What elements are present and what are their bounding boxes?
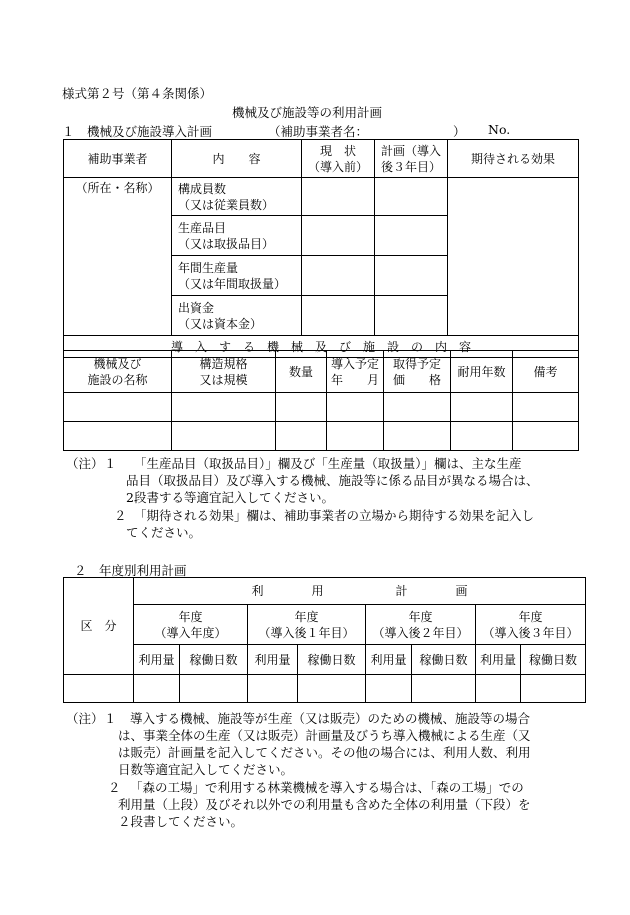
plan-cell[interactable] xyxy=(134,675,180,703)
plan-cell[interactable] xyxy=(366,675,412,703)
eq-header-price: 取得予定 価 格 xyxy=(384,351,451,393)
operating-days-1: 稼働日数 xyxy=(298,645,366,675)
plan-cell[interactable] xyxy=(412,675,476,703)
eq-cell[interactable] xyxy=(384,393,451,422)
note2-1-num: １ xyxy=(104,711,117,726)
eq-cell[interactable] xyxy=(64,422,172,451)
table-row xyxy=(64,422,579,451)
usage-amount-3: 利用量 xyxy=(476,645,521,675)
note1-1-line3: 2段書する等適宜記入してください。 xyxy=(126,490,334,505)
note1-label: （注） xyxy=(66,456,104,471)
cell-members-current[interactable] xyxy=(302,178,375,216)
header-content: 内 容 xyxy=(172,140,302,178)
note2-1-line4: 日数等適宜記入してください。 xyxy=(118,762,294,777)
cell-production-plan[interactable] xyxy=(375,256,448,296)
equipment-plan-table xyxy=(63,139,579,358)
header-effect: 期待される効果 xyxy=(448,140,579,178)
equipment-heading: 導 入 す る 機 械 及 び 施 設 の 内 容 xyxy=(64,336,579,358)
note1-1-line2: 品目（取扱品目）及び導入する機械、施設等に係る品目が異なる場合は、 xyxy=(126,473,539,488)
row-products: 生産品目 （又は取扱品目） xyxy=(172,216,302,256)
table-row xyxy=(64,675,586,703)
eq-cell[interactable] xyxy=(384,422,451,451)
cell-members-plan[interactable] xyxy=(375,178,448,216)
note1-1-line1: 「生産品目（取扱品目）」欄及び「生産量（取扱量）」欄は、主な生産 xyxy=(134,456,522,471)
section1-heading: １ 機械及び施設導入計画 xyxy=(62,124,213,139)
eq-cell[interactable] xyxy=(451,422,513,451)
eq-cell[interactable] xyxy=(327,422,384,451)
equipment-list-table xyxy=(63,350,579,451)
note2-1-line3: は販売）計画量を記入してください。その他の場合には、利用人数、利用 xyxy=(118,745,531,760)
eq-cell[interactable] xyxy=(327,393,384,422)
eq-cell[interactable] xyxy=(451,393,513,422)
plan-cell[interactable] xyxy=(476,675,521,703)
operator-label: （補助事業者名： xyxy=(268,124,369,139)
year-header-0: 年度 （導入年度） xyxy=(134,605,248,645)
usage-amount-0: 利用量 xyxy=(134,645,180,675)
eq-header-remarks: 備考 xyxy=(513,351,579,393)
year-header-2: 年度 （導入後２年目） xyxy=(366,605,476,645)
row-capital: 出資金 （又は資本金） xyxy=(172,296,302,336)
annual-plan-table xyxy=(63,577,586,703)
eq-header-qty: 数量 xyxy=(276,351,327,393)
note1-2-line2: てください。 xyxy=(126,525,202,540)
eq-header-date: 導入予定 年 月 xyxy=(327,351,384,393)
note1-2-num: ２ xyxy=(114,508,127,523)
operating-days-3: 稼働日数 xyxy=(521,645,586,675)
eq-header-spec: 構造規格 又は規模 xyxy=(172,351,276,393)
eq-cell[interactable] xyxy=(276,422,327,451)
section2-heading: ２ 年度別利用計画 xyxy=(74,563,187,578)
no-label: No. xyxy=(488,122,511,137)
note1-2-line1: 「期待される効果」欄は、補助事業者の立場から期待する効果を記入し xyxy=(134,508,535,523)
year-header-3: 年度 （導入後３年目） xyxy=(476,605,586,645)
plan-cell[interactable] xyxy=(180,675,248,703)
form-number: 様式第２号（第４条関係） xyxy=(62,86,213,101)
year-header-1: 年度 （導入後１年目） xyxy=(248,605,366,645)
plan-cell[interactable] xyxy=(521,675,586,703)
eq-header-name: 機械及び 施設の名称 xyxy=(64,351,172,393)
plan-cell[interactable] xyxy=(298,675,366,703)
eq-cell[interactable] xyxy=(276,393,327,422)
eq-cell[interactable] xyxy=(513,422,579,451)
cell-capital-current[interactable] xyxy=(302,296,375,336)
cell-products-current[interactable] xyxy=(302,216,375,256)
eq-cell[interactable] xyxy=(513,393,579,422)
operating-days-2: 稼働日数 xyxy=(412,645,476,675)
plan-cell[interactable] xyxy=(64,675,134,703)
eq-cell[interactable] xyxy=(172,393,276,422)
note2-1-line1: 導入する機械、施設等が生産（又は販売）のための機械、施設等の場合 xyxy=(130,711,531,726)
eq-header-life: 耐用年数 xyxy=(451,351,513,393)
page-title: 機械及び施設等の利用計画 xyxy=(232,105,383,120)
cell-products-plan[interactable] xyxy=(375,216,448,256)
note2-2-line2: 利用量（上段）及びそれ以外での利用量も含めた全体の利用量（下段）を xyxy=(118,797,531,812)
cell-capital-plan[interactable] xyxy=(375,296,448,336)
plan-cell[interactable] xyxy=(248,675,298,703)
operator-close: ） xyxy=(453,124,466,139)
table-row xyxy=(64,393,579,422)
row-members: 構成員数 （又は従業員数） xyxy=(172,178,302,216)
row-production: 年間生産量 （又は年間取扱量） xyxy=(172,256,302,296)
usage-amount-2: 利用量 xyxy=(366,645,412,675)
note1-1-num: １ xyxy=(104,456,117,471)
usage-plan-header: 利 用 計 画 xyxy=(134,578,586,605)
note2-2-line1: 「森の工場」で利用する林業機械を導入する場合は、「森の工場」での xyxy=(130,780,524,795)
eq-cell[interactable] xyxy=(64,393,172,422)
location-cell: （所在・名称） xyxy=(64,178,172,336)
division-cell: 区 分 xyxy=(64,578,134,675)
note2-2-num: ２ xyxy=(108,780,121,795)
header-current: 現 状 （導入前） xyxy=(302,140,375,178)
operating-days-0: 稼働日数 xyxy=(180,645,248,675)
cell-production-current[interactable] xyxy=(302,256,375,296)
eq-cell[interactable] xyxy=(172,422,276,451)
header-operator: 補助事業者 xyxy=(64,140,172,178)
header-plan: 計画（導入 後３年目） xyxy=(375,140,448,178)
usage-amount-1: 利用量 xyxy=(248,645,298,675)
note2-2-line3: ２段書してください。 xyxy=(118,814,244,829)
note2-1-line2: は、事業全体の生産（又は販売）計画量及びうち導入機械による生産（又 xyxy=(118,728,531,743)
cell-expected-effect[interactable] xyxy=(448,178,579,336)
note2-label: （注） xyxy=(66,711,104,726)
